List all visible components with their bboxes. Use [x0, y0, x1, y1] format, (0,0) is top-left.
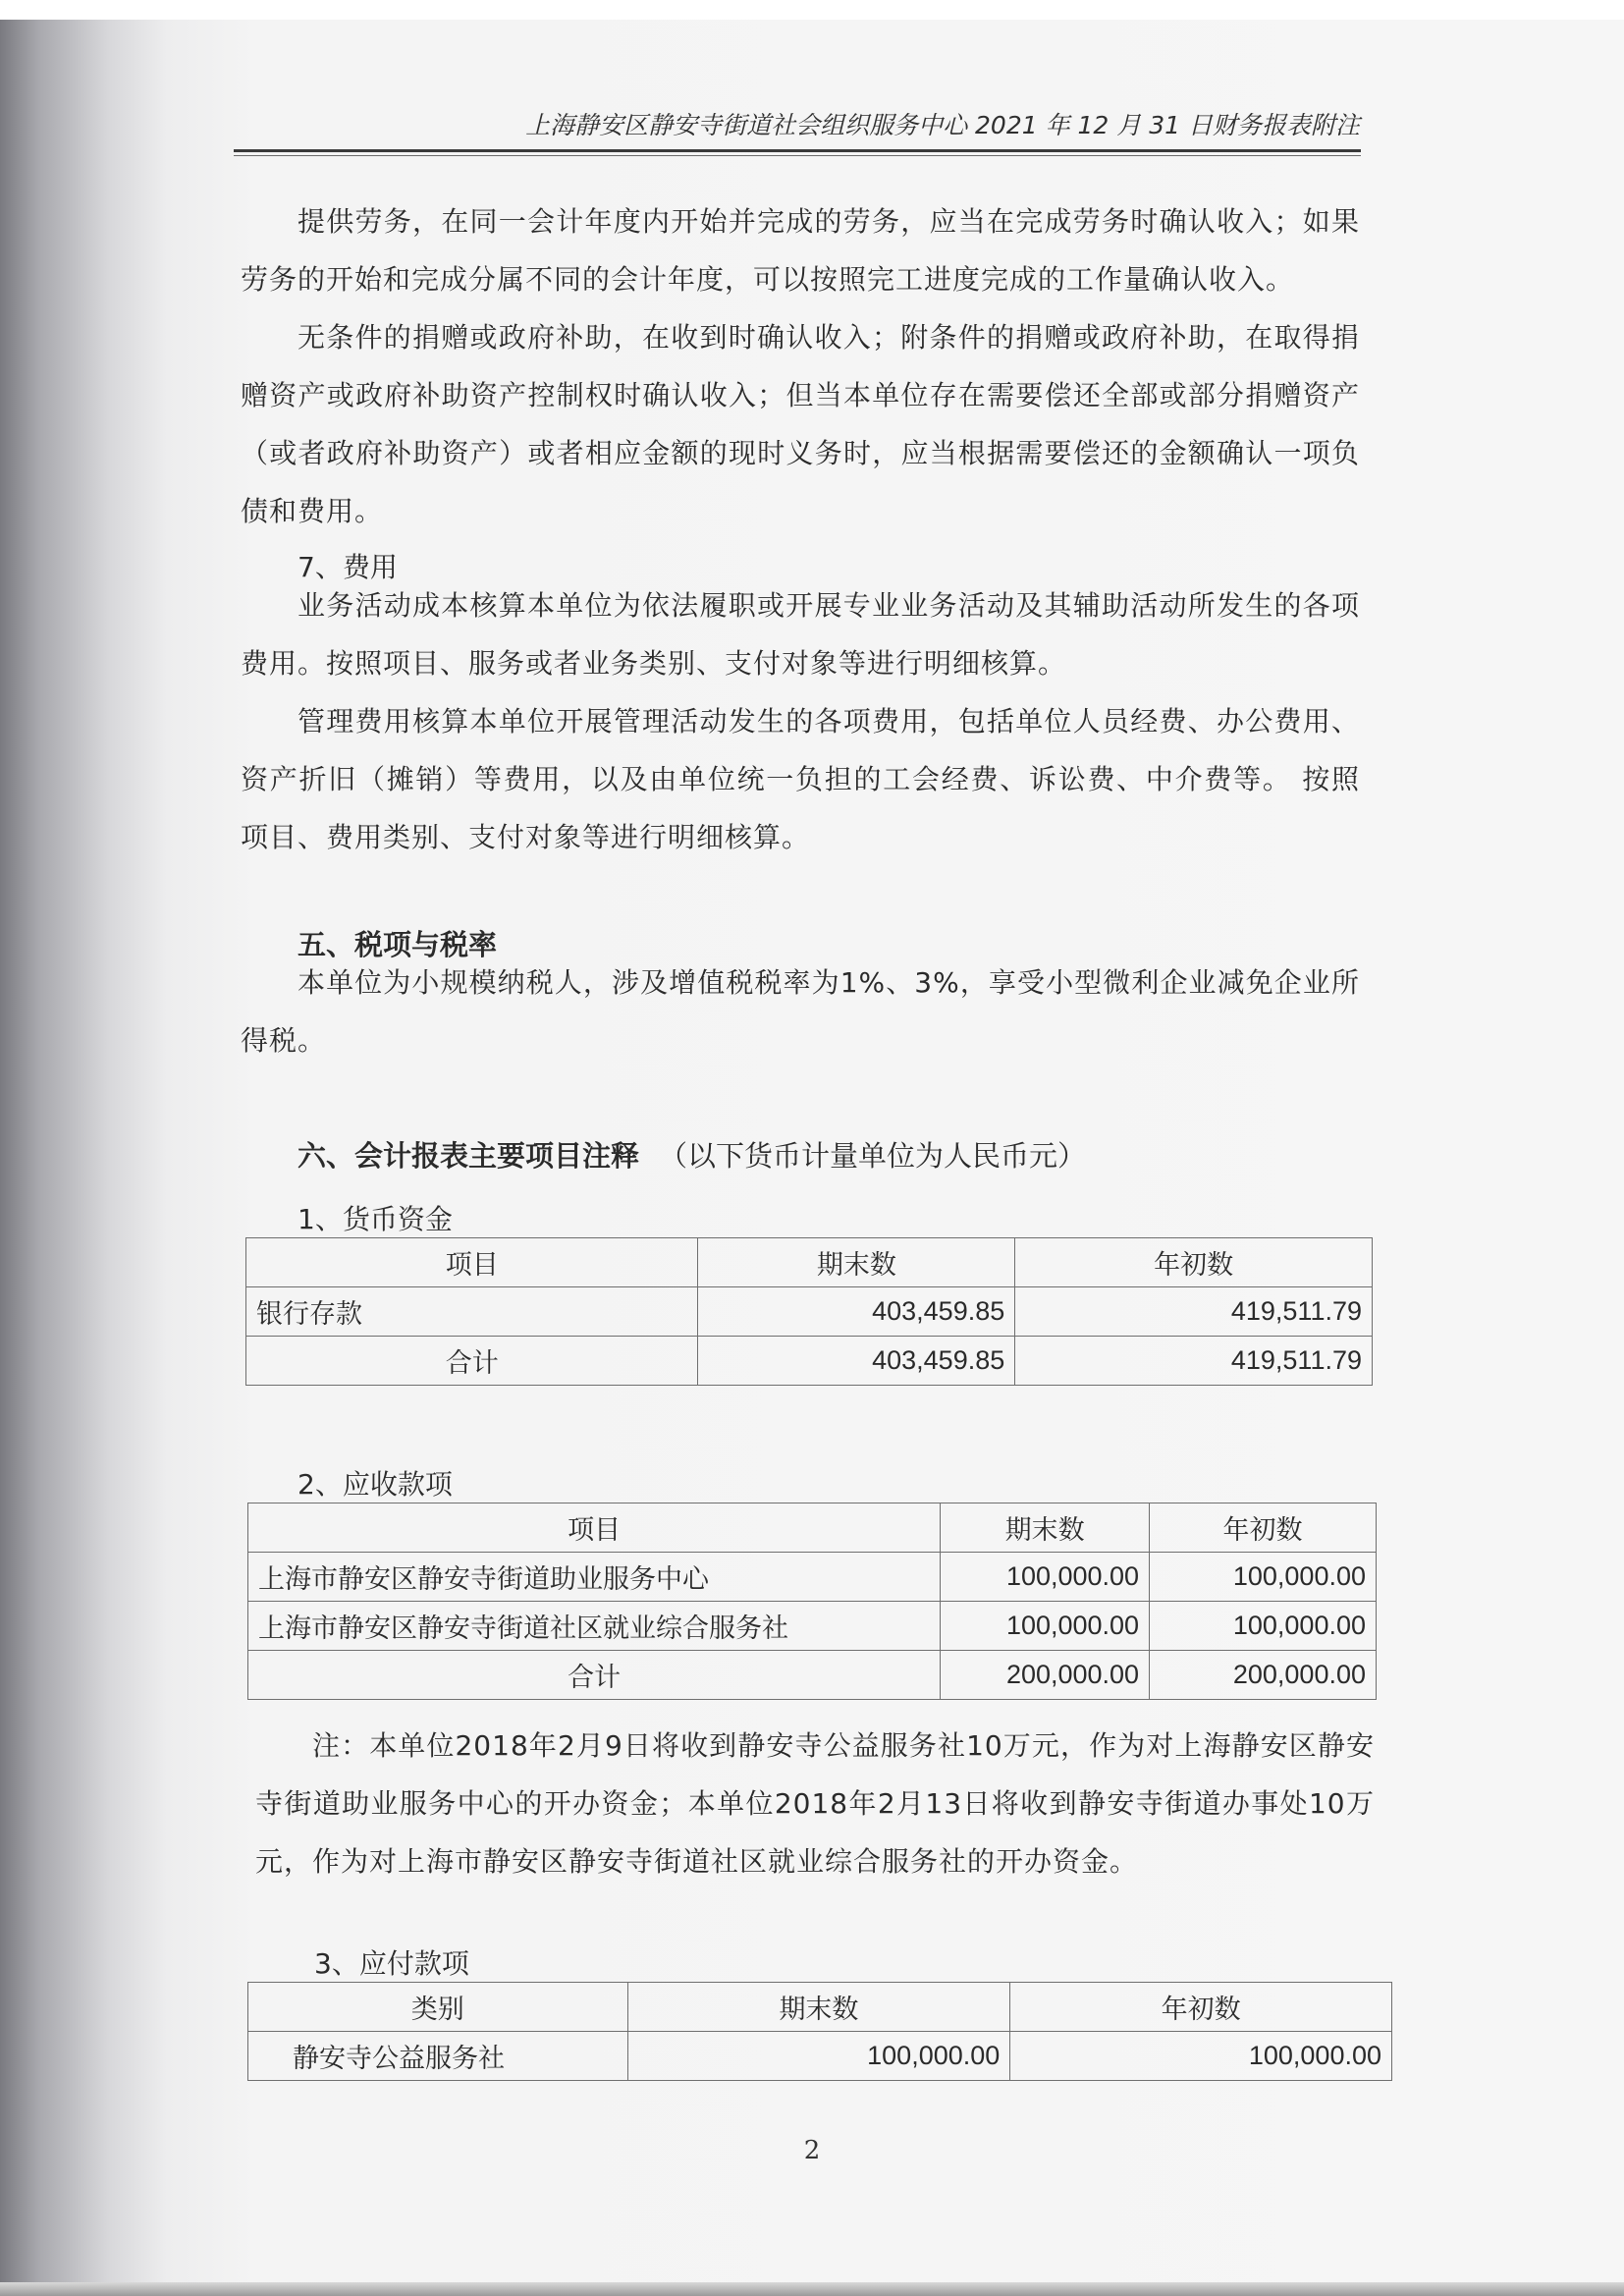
table-row	[248, 1553, 1377, 1602]
table2-caption: 2、应收款项	[298, 1468, 453, 1501]
table-row	[248, 1602, 1377, 1651]
table-row-total	[248, 1651, 1377, 1700]
table1-caption: 1、货币资金	[298, 1203, 453, 1235]
table-header-cell: 类别	[248, 1983, 628, 2032]
section-tax-title: 五、税项与税率	[298, 928, 498, 961]
table-header-cell: 期末数	[941, 1503, 1150, 1553]
table-cell: 银行存款	[246, 1287, 698, 1337]
table-header-row	[248, 1503, 1377, 1553]
table-cell: 419,511.79	[1015, 1287, 1373, 1337]
table-cell: 100,000.00	[1150, 1602, 1377, 1651]
table-row	[248, 2032, 1392, 2081]
receivables-note: 注：本单位2018年2月9日将收到静安寺公益服务社10万元，作为对上海静安区静安寺街道助业服务中心的开办资金；本单位2018年2月13日将收到静安寺街道办事处10万元，作为对上海市静安区静安寺街道社区就业综合服务社的开办资金。	[255, 1729, 1375, 1878]
table-cell: 403,459.85	[698, 1287, 1015, 1337]
table-cell: 403,459.85	[698, 1337, 1015, 1386]
page-number: 2	[803, 2136, 821, 2165]
table-cell: 100,000.00	[941, 1553, 1150, 1602]
table-header-row	[246, 1238, 1373, 1287]
table-cell: 合计	[248, 1651, 941, 1700]
table-header-cell: 年初数	[1010, 1983, 1392, 2032]
paragraph-service-revenue: 提供劳务，在同一会计年度内开始并完成的劳务，应当在完成劳务时确认收入；如果劳务的开始和完成分属不同的会计年度，可以按照完工进度完成的工作量确认收入。	[241, 205, 1360, 296]
table-cell: 静安寺公益服务社	[248, 2032, 628, 2081]
table-header-cell: 项目	[248, 1503, 941, 1553]
header-rule	[234, 149, 1361, 156]
receivables-table	[247, 1503, 1377, 1700]
table-cell: 100,000.00	[941, 1602, 1150, 1651]
section-notes-heading: 六、会计报表主要项目注释	[298, 1139, 640, 1173]
table-header-row	[248, 1983, 1392, 2032]
payables-table	[247, 1982, 1392, 2081]
table-cell: 合计	[246, 1337, 698, 1386]
table-header-cell: 期末数	[698, 1238, 1015, 1287]
paragraph-donation-revenue: 无条件的捐赠或政府补助，在收到时确认收入；附条件的捐赠或政府补助，在取得捐赠资产或政府补助资产控制权时确认收入；但当本单位存在需要偿还全部或部分捐赠资产（或者政府补助资产）或者相应金额的现时义务时，应当根据需要偿还的金额确认一项负债和费用。	[241, 321, 1360, 527]
paragraph-business-cost: 业务活动成本核算本单位为依法履职或开展专业业务活动及其辅助活动所发生的各项费用。按照项目、服务或者业务类别、支付对象等进行明细核算。	[241, 589, 1360, 680]
table-cell: 上海市静安区静安寺街道助业服务中心	[248, 1553, 941, 1602]
table-cell: 100,000.00	[1150, 1553, 1377, 1602]
page-header: 上海静安区静安寺街道社会组织服务中心 2021 年 12 月 31 日财务报表附注	[525, 111, 1360, 139]
table-header-cell: 年初数	[1150, 1503, 1377, 1553]
currency-unit-note: （以下货币计量单位为人民币元）	[659, 1139, 1087, 1173]
cash-table	[245, 1237, 1373, 1386]
table-cell: 100,000.00	[627, 2032, 1010, 2081]
table-cell: 100,000.00	[1010, 2032, 1392, 2081]
paragraph-admin-expense: 管理费用核算本单位开展管理活动发生的各项费用，包括单位人员经费、办公费用、资产折旧（摊销）等费用，以及由单位统一负担的工会经费、诉讼费、中介费等。 按照项目、费用类别、支付对象等进行明细核算。	[241, 705, 1360, 853]
table3-caption: 3、应付款项	[314, 1947, 469, 1980]
scan-top-edge	[0, 0, 1624, 20]
table-row-total	[246, 1337, 1373, 1386]
table-cell: 200,000.00	[941, 1651, 1150, 1700]
section-notes-title	[298, 1134, 1086, 1175]
table-header-cell: 年初数	[1015, 1238, 1373, 1287]
table-cell: 419,511.79	[1015, 1337, 1373, 1386]
section-tax-body: 本单位为小规模纳税人，涉及增值税税率为1%、3%，享受小型微利企业减免企业所得税。	[241, 966, 1360, 1057]
table-cell: 上海市静安区静安寺街道社区就业综合服务社	[248, 1602, 941, 1651]
subheading-expenses: 7、费用	[298, 551, 398, 583]
scan-bottom-edge	[0, 2282, 1624, 2296]
table-row	[246, 1287, 1373, 1337]
table-header-cell: 项目	[246, 1238, 698, 1287]
table-header-cell: 期末数	[627, 1983, 1010, 2032]
table-cell: 200,000.00	[1150, 1651, 1377, 1700]
